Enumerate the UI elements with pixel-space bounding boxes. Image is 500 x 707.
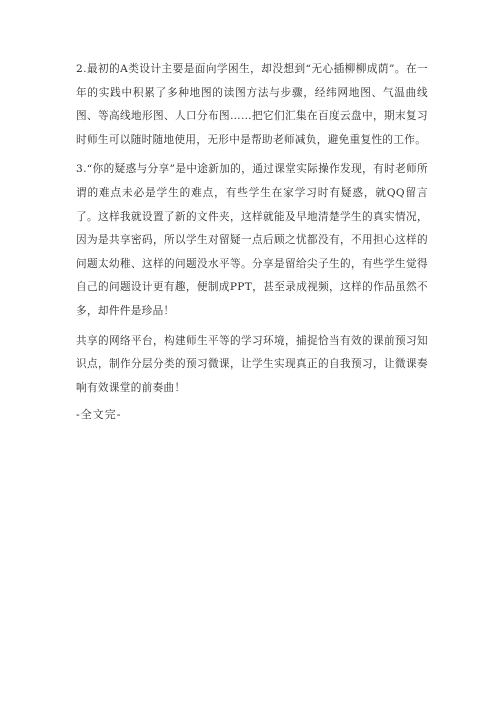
paragraph-1: 2.最初的A类设计主要是面向学困生，却没想到“无心插柳柳成荫”。在一年的实践中积累了多种地图的读图方法与步骤，经纬网地图、气温曲线图、等高线地形图、人口分布图……把它们汇集在百度云盘中，期末复习时师生可以随时随地使用，无形中是帮助老师减负，避免重复性的工作。: [76, 63, 428, 146]
paragraph-2: 3.“你的疑惑与分享”是中途新加的，通过课堂实际操作发现，有时老师所谓的难点未必是学生的难点，有些学生在家学习时有疑惑，就QQ留言了。这样我就设置了新的文件夹，这样就能及早地清楚学生的真实情况，因为是共享密码，所以学生对留疑一点后顾之忧都没有，不用担心这样的问题太幼稚、这样的问题没水平等。分享是留给尖子生的，有些学生觉得自己的问题设计更有趣，便制成PPT，甚至录成视频，这样的作品虽然不多，却件件是珍品！: [76, 163, 428, 317]
end-of-document-mark: -全文完-: [76, 408, 122, 421]
document-body: [76, 58, 428, 406]
paragraph-3: 共享的网络平台，构建师生平等的学习环境，捕捉恰当有效的课前预习知识点，制作分层分类的预习微课，让学生实现真正的自我预习，让微课奏响有效课堂的前奏曲！: [76, 334, 428, 394]
